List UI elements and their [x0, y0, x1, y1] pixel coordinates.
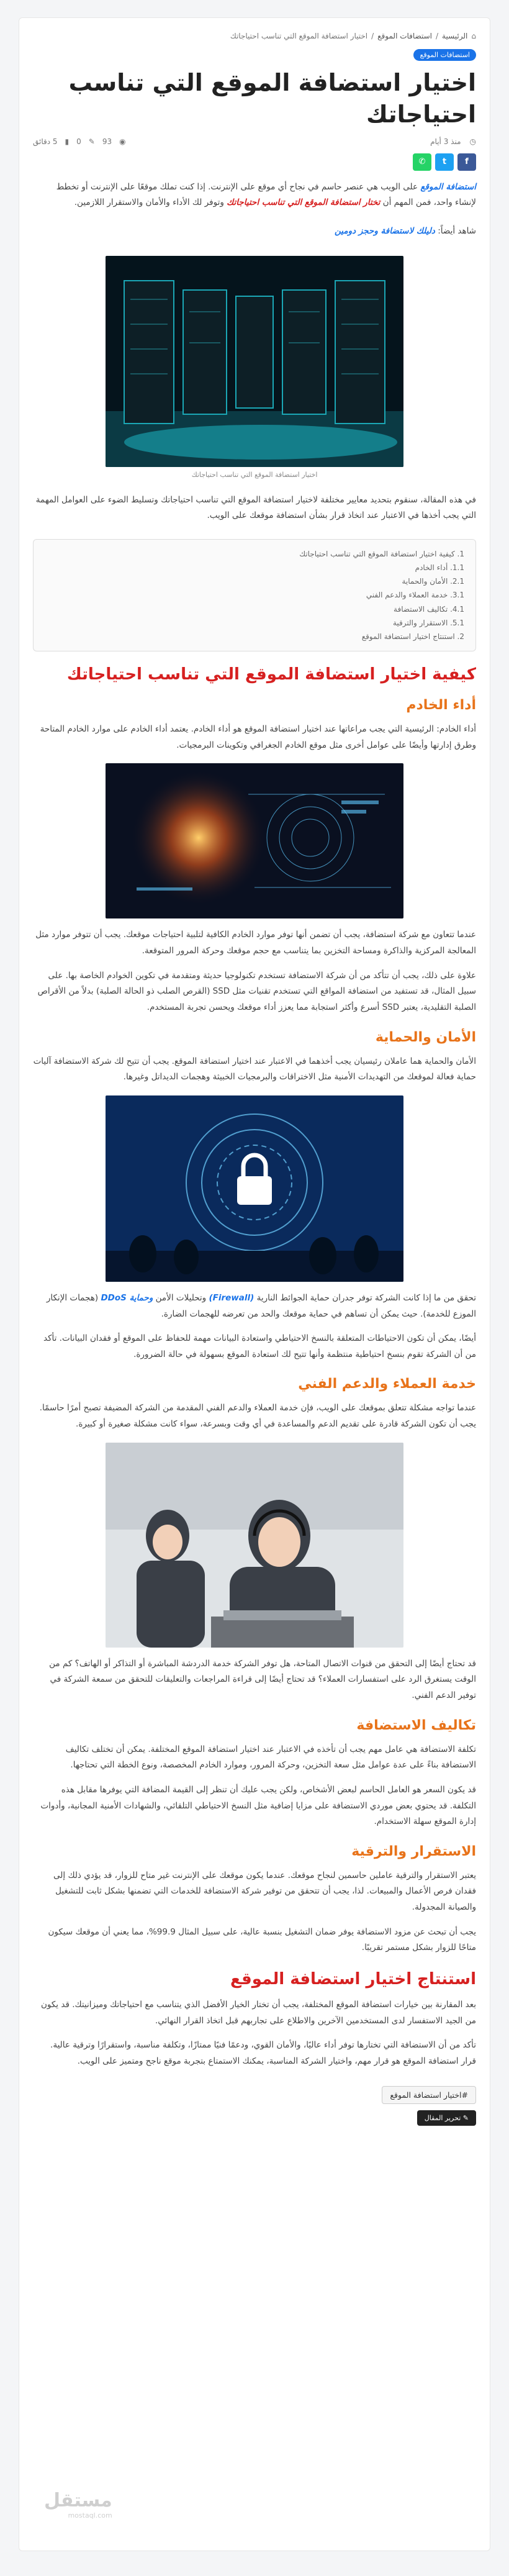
meta-row [33, 137, 476, 146]
pencil-icon: ✎ [461, 2113, 469, 2122]
support-paragraph-2: قد تحتاج أيضًا إلى التحقق من قنوات الاتصال المتاحة، هل توفر الشركة خدمة الدردشة المباشرة أو التذاكر أو الهاتف؟ كم من الوقت يستغرق الرد على استفسارات العملاء؟ قد تحتاج أيضًا إلى قراءة المراجعات والتعليقات للتحقق من سمعة الشركة في توفير الدعم الفني. [49, 1658, 476, 1700]
facebook-share-button[interactable]: f [457, 153, 476, 171]
whatsapp-share-button[interactable]: ✆ [413, 153, 431, 171]
toc-item[interactable]: 5.1. الاستقرار والترقية [392, 618, 464, 627]
toc-item[interactable]: 3.1. خدمة العملاء والدعم الفني [366, 591, 464, 600]
edit-article-label: تحرير المقال [424, 2113, 461, 2122]
toc-item[interactable]: 2. استنتاج اختيار استضافة الموقع [361, 632, 464, 641]
watermark-text: مستقل [44, 2490, 112, 2511]
toc-item[interactable]: 1.1. أداء الخادم [415, 563, 464, 572]
conclusion-paragraph: بعد المقارنة بين خيارات استضافة الموقع المختلفة، يجب أن تختار الخيار الأفضل الذي يتناسب مع احتياجاتك وميزانيتك. قد يكون من الجيد الاستفسار لدى المستخدمين الآخرين والاطلاع على تجاربهم قبل اتخاذ القرار النهائي. [40, 2000, 476, 2026]
breadcrumb-separator: / [435, 32, 439, 40]
breadcrumb-current: اختيار استضافة الموقع التي تناسب احتياجاتك [230, 32, 368, 40]
intro-text: على الويب هي عنصر حاسم في نجاح أي موقع على الإنترنت. إذا كنت تملك موقعًا على الإنترنت أو تخطط لإنشاء واحد، فمن المهم أن [56, 181, 476, 208]
heading-support: خدمة العملاء والدعم الفني [298, 1376, 476, 1392]
ddos-link[interactable]: وحماية DDoS [101, 1292, 153, 1303]
bookmark-icon: ▮ [65, 137, 70, 146]
clock-icon: ◷ [469, 137, 476, 146]
firewall-link[interactable]: (Firewall) [209, 1292, 254, 1303]
toc-item[interactable]: 4.1. تكاليف الاستضافة [394, 604, 464, 614]
support-image [106, 1443, 403, 1648]
intro-link-hosting[interactable]: استضافة الموقع [420, 181, 476, 192]
figure-caption: اختيار استضافة الموقع التي تناسب احتياجاتك [191, 470, 318, 479]
figure-performance [106, 763, 403, 918]
overview-paragraph: في هذه المقالة، سنقوم بتحديد معايير مختلفة لاختيار استضافة الموقع التي تناسب احتياجاتك وتسليط الضوء على العوامل المهمة التي يجب أخذها في الاعتبار عند اتخاذ قرار بشأن استضافة موقعك على الويب. [35, 494, 476, 521]
breadcrumb-home[interactable]: الرئيسية [442, 32, 468, 40]
security-paragraph-2 [33, 1290, 476, 1322]
performance-image [106, 763, 403, 918]
intro-link-choose[interactable]: تختار استضافة الموقع التي تناسب احتياجاتك [227, 197, 381, 208]
edit-article-button[interactable] [417, 2110, 476, 2126]
watermark-domain: mostaql.com [68, 2511, 112, 2519]
stability-paragraph-2: يجب أن تبحث عن مزود الاستضافة يوفر ضمان التشغيل بنسبة عالية، على سبيل المثال 99.9%، مما يعني أن موقعك سيكون متاحًا للزوار بشكل مستمر تقريبًا. [48, 1926, 476, 1953]
watermark-logo [44, 2490, 112, 2519]
performance-paragraph-3: علاوة على ذلك، يجب أن تتأكد من أن شركة الاستضافة تستخدم تكنولوجيا حديثة ومتقدمة في تكوين الخوادم الخاصة بها. على سبيل المثال، قد تستفيد من استضافة المواقع التي تستخدم تقنيات مثل SSD (القرص الصلب ذو الحالة الصلبة) بدلاً من الأقراص الصلبة التقليدية، يعتبر SSD أسرع وأكثر استجابة مما يعزز أداء موقعك ويحسن تجربة المستخدم. [37, 970, 476, 1012]
conclusion-paragraph-2: تأكد من أن الاستضافة التي تختارها توفر أداء عاليًا، والأمان القوي، ودعمًا فنيًا ممتازًا، وتكلفة مناسبة، واستقرارًا وترقية عالية. قرار استضافة الموقع هو قرار مهم، واختيار الشركة المناسبة، يمكنك الاستمتاع بتجربة موقع ناجح ومتميز على الويب. [50, 2040, 476, 2066]
figure-servers [106, 256, 403, 479]
read-time: 5 دقائق [33, 137, 58, 146]
breadcrumb [33, 32, 476, 40]
security-image [106, 1095, 403, 1282]
security-text: وتحليلات الأمن [153, 1292, 209, 1303]
figure-support [106, 1443, 403, 1648]
share-buttons [33, 153, 476, 171]
category-badge[interactable]: استضافات الموقع [413, 49, 476, 61]
breadcrumb-separator: / [371, 32, 374, 40]
post-date: منذ 3 أيام [430, 137, 461, 146]
performance-paragraph: أداء الخادم: الرئيسية التي يجب مراعاتها عند اختيار استضافة الموقع هو أداء الخادم. يعتمد أداء الخادم على موارد الخادم المتاحة وطرق إدارتها وأيضًا على عوامل أخرى مثل موقع الخادم الجغرافي وتكوينات البرمجيات. [40, 724, 476, 750]
article-card [19, 17, 490, 2551]
see-also-prefix: شاهد أيضاً: [435, 225, 476, 236]
eye-icon: ◉ [119, 137, 126, 146]
support-paragraph: عندما تواجه مشكلة تتعلق بموقعك على الويب، فإن خدمة العملاء والدعم الفني المقدمة من الشركة المضيفة تصبح أمرًا حاسمًا. يجب أن تكون الشركة قادرة على تقديم الدعم والمساعدة في أي وقت وبسرعة، سواء كانت مشكلة صغيرة أو كبيرة. [39, 1403, 476, 1430]
intro-text-end: وتوفر لك الأداء والأمان والاستقرار اللازمين. [74, 197, 227, 208]
twitter-share-button[interactable]: t [435, 153, 454, 171]
comment-icon: ✎ [88, 137, 95, 146]
comments-count: 0 [76, 137, 81, 146]
intro-paragraph [33, 179, 476, 211]
views-count: 93 [102, 137, 112, 146]
home-icon[interactable]: ⌂ [471, 32, 476, 40]
page-title: اختيار استضافة الموقع التي تناسب احتياجاتك [68, 69, 476, 129]
security-paragraph: الأمان والحماية هما عاملان رئيسيان يجب أخذهما في الاعتبار عند اختيار استضافة الموقع. يجب أن تتيح لك شركة الاستضافة آليات حماية فعالة لموقعك من التهديدات الأمنية مثل الاختراقات والبرمجيات الخبيثة وهجمات الديداتل وغيرها. [33, 1056, 476, 1082]
see-also-link[interactable]: دليلك لاستضافة وحجز دومين [335, 225, 435, 236]
security-text: تحقق من ما إذا كانت الشركة توفر جدران حماية الجوائط النارية [254, 1292, 476, 1303]
breadcrumb-section[interactable]: استضافات الموقع [377, 32, 432, 40]
toc-item[interactable]: 1. كيفية اختيار استضافة الموقع التي تناسب احتياجاتك [299, 549, 464, 558]
performance-paragraph-2: عندما تتعاون مع شركة استضافة، يجب أن تضمن أنها توفر موارد الخادم الكافية لتلبية احتياجات موقعك. يجب أن تتوفر موارد مثل المعالجة المركزية والذاكرة ومساحة التخزين بما يتناسب مع حجم موقعك وحركة المرور المتوقعة. [35, 930, 476, 956]
tag-chip[interactable]: #اختيار استضافة الموقع [382, 2086, 476, 2104]
security-paragraph-3: أيضًا، يمكن أن تكون الاحتياطات المتعلقة بالنسخ الاحتياطي واستعادة البيانات مهمة للحفاظ على الموقع أو فقدان البيانات. تأكد من أن الشركة تقوم بنسخ احتياطية منتظمة وأنها تتيح لك استعادة الموقع بسهولة في حالة الضرورة. [43, 1333, 476, 1359]
security-text: (هجمات الإنكار الموزع للخدمة). حيث يمكن أن تساهم في حماية موقعك والحد من تعرضه للهجمات الضارة. [46, 1292, 476, 1319]
stability-paragraph: يعتبر الاستقرار والترقية عاملين حاسمين لنجاح موقعك. عندما يكون موقعك على الإنترنت غير متاح للزوار، قد يؤدي ذلك إلى فقدان فرص الأعمال والمبيعات. لذا، يجب أن تتحقق من توفير شركة الاستضافة للخدمات التي تضمنها بشكل ثابت للتشغيل والصيانة المجدولة. [53, 1870, 476, 1913]
servers-image [106, 256, 403, 467]
table-of-contents [33, 539, 476, 651]
tags-row [33, 2086, 476, 2104]
heading-conclusion: استنتاج اختيار استضافة الموقع [230, 1970, 476, 1989]
see-also [33, 224, 476, 240]
heading-main: كيفية اختيار استضافة الموقع التي تناسب احتياجاتك [66, 665, 476, 684]
toc-item[interactable]: 2.1. الأمان والحماية [402, 577, 464, 586]
cost-paragraph-2: قد يكون السعر هو العامل الحاسم لبعض الأشخاص، ولكن يجب عليك أن تنظر إلى القيمة المضافة التي يوفرها مقابل هذه التكلفة. قد يحتوي بعض موردي الاستضافة على مزايا إضافية مثل النسخ الاحتياطي التلقائي، والشهادات الأمنية المجانية، وأدوات إدارة الموقع سهلة الاستخدام. [40, 1784, 476, 1827]
figure-security [106, 1095, 403, 1282]
heading-performance: أداء الخادم [406, 697, 476, 714]
heading-cost: تكاليف الاستضافة [356, 1717, 476, 1733]
cost-paragraph: تكلفة الاستضافة هي عامل مهم يجب أن تأخذه في الاعتبار عند اختيار استضافة الموقع المختلفة. يمكن أن تختلف تكاليف الاستضافة بناءً على عدة عوامل مثل سعة التخزين، وحركة المرور، وموارد الخادم المخصصة، ونوع الخطة التي تحتاجها. [65, 1744, 476, 1771]
heading-security: الأمان والحماية [375, 1029, 476, 1045]
heading-stability: الاستقرار والترقية [351, 1843, 476, 1859]
